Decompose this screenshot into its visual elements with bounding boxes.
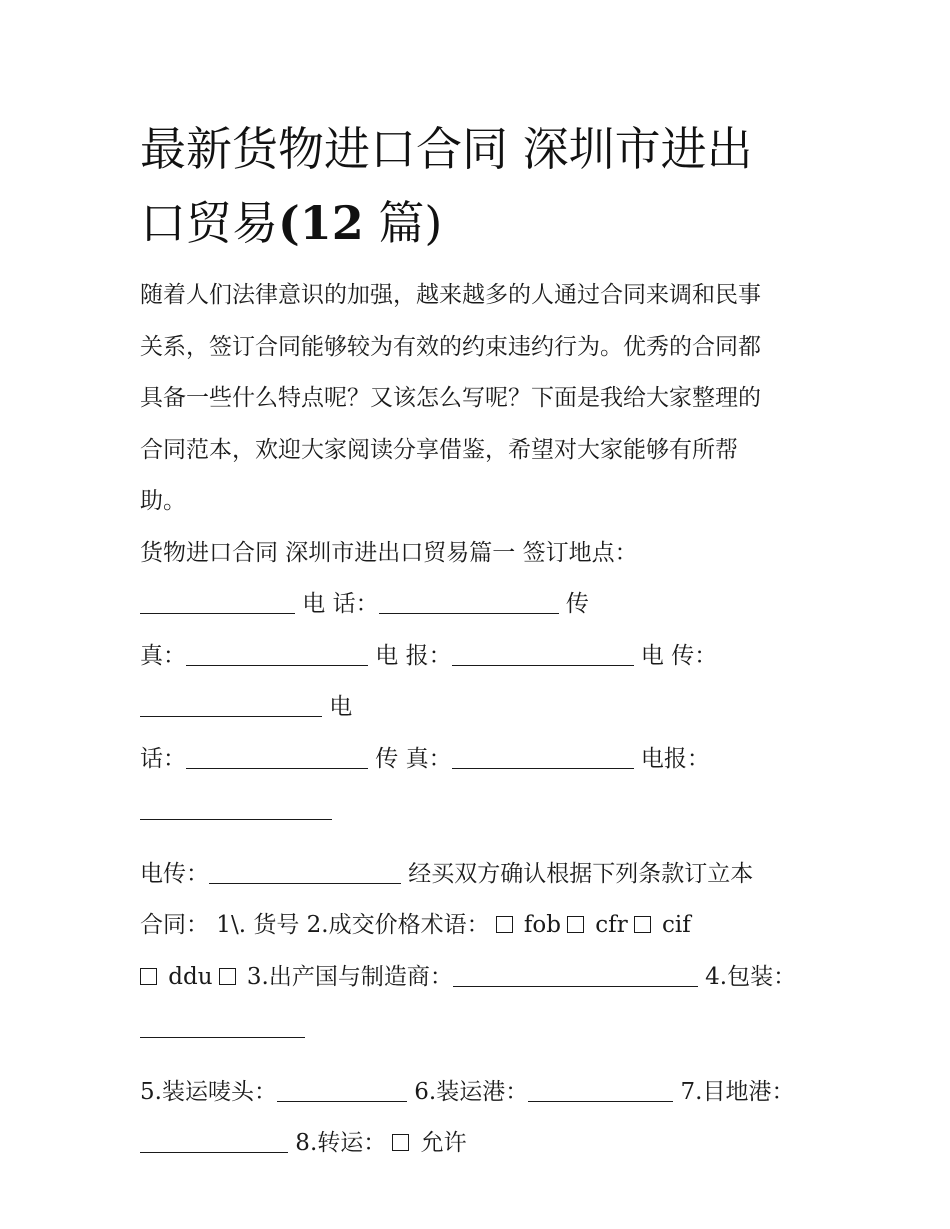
phone-label: 电 话： <box>295 591 379 617</box>
other-term-checkbox[interactable] <box>219 968 236 985</box>
telex-blank <box>140 693 322 717</box>
packing-blank <box>140 1014 305 1038</box>
fax2-blank <box>452 745 634 769</box>
agreement-text-end: 合同： 1\. 货号 2.成交价格术语： <box>140 912 490 938</box>
intro-line-2: 关系，签订合同能够较为有效的约束违约行为。优秀的合同都 <box>140 333 761 360</box>
form-line-6 <box>140 849 820 901</box>
cfr-label: cfr <box>587 912 628 938</box>
signing-place-blank <box>140 590 295 614</box>
phone2-blank <box>186 745 368 769</box>
telex2-label: 电传： <box>140 860 209 887</box>
title-line-1: 最新货物进口合同 深圳市进出 <box>140 122 753 176</box>
item5-label: 5.装运唛头： <box>140 1078 277 1105</box>
form-line-8 <box>140 952 820 1004</box>
phone2-label-end: 话： <box>140 745 186 772</box>
origin-manufacturer-blank <box>453 963 698 987</box>
document-body <box>140 270 820 1170</box>
transshipment-allowed-checkbox[interactable] <box>392 1134 409 1151</box>
form-line-10 <box>140 1067 820 1119</box>
fob-label: fob <box>516 912 561 938</box>
document-title <box>140 112 820 260</box>
intro-line-4: 合同范本，欢迎大家阅读分享借鉴，希望对大家能够有所帮 <box>140 436 738 463</box>
form-line-2 <box>140 631 820 683</box>
telex-label: 电 传： <box>633 642 718 669</box>
item3-label: 3.出产国与制造商： <box>239 963 453 990</box>
intro-line-5: 助。 <box>140 488 186 514</box>
item4-label: 4.包装： <box>697 963 797 990</box>
title-line-2-prefix: 口贸易 <box>140 196 278 250</box>
document-page <box>140 112 820 1170</box>
destination-port-blank <box>140 1129 288 1153</box>
item8-label: 8.转运： <box>288 1130 387 1156</box>
loading-port-blank <box>528 1078 673 1102</box>
cfr-checkbox[interactable] <box>567 916 584 933</box>
form-line-7 <box>140 900 820 952</box>
fax-label-start: 传 <box>558 591 589 617</box>
intro-line-3: 具备一些什么特点呢？又该怎么写呢？下面是我给大家整理的 <box>140 385 761 411</box>
fax2-label: 传 真： <box>368 745 452 772</box>
title-line-2-suffix: 篇) <box>363 196 443 250</box>
form-line-3 <box>140 682 820 734</box>
allow-label: 允许 <box>413 1130 467 1156</box>
phone-blank <box>379 590 559 614</box>
telegram-blank <box>452 642 634 666</box>
fax-blank <box>186 642 368 666</box>
item7-label: 7.目地港： <box>673 1078 795 1105</box>
shipping-mark-blank <box>277 1078 407 1102</box>
ddu-label: ddu <box>161 963 213 990</box>
form-line-1 <box>140 579 820 631</box>
ddu-checkbox[interactable] <box>140 968 157 985</box>
cif-label: cif <box>654 912 691 938</box>
section-heading: 货物进口合同 深圳市进出口贸易篇一 签订地点： <box>140 539 638 566</box>
form-line-5 <box>140 785 820 837</box>
fob-checkbox[interactable] <box>496 916 513 933</box>
telegram2-blank <box>140 796 332 820</box>
agreement-text-start: 经买双方确认根据下列条款订立本 <box>401 860 754 887</box>
cif-checkbox[interactable] <box>634 916 651 933</box>
form-line-9 <box>140 1003 820 1055</box>
telegram2-label: 电报： <box>633 745 710 772</box>
telegram-label: 电 报： <box>368 642 452 669</box>
form-line-11 <box>140 1118 820 1170</box>
title-line-2-bold: (12 <box>278 196 364 250</box>
form-line-4 <box>140 734 820 786</box>
item6-label: 6.装运港： <box>406 1078 529 1105</box>
intro-line-1: 随着人们法律意识的加强，越来越多的人通过合同来调和民事 <box>140 282 761 308</box>
fax-label-end: 真： <box>140 642 186 669</box>
phone2-label-start: 电 <box>322 694 353 720</box>
telex2-blank <box>209 860 401 884</box>
